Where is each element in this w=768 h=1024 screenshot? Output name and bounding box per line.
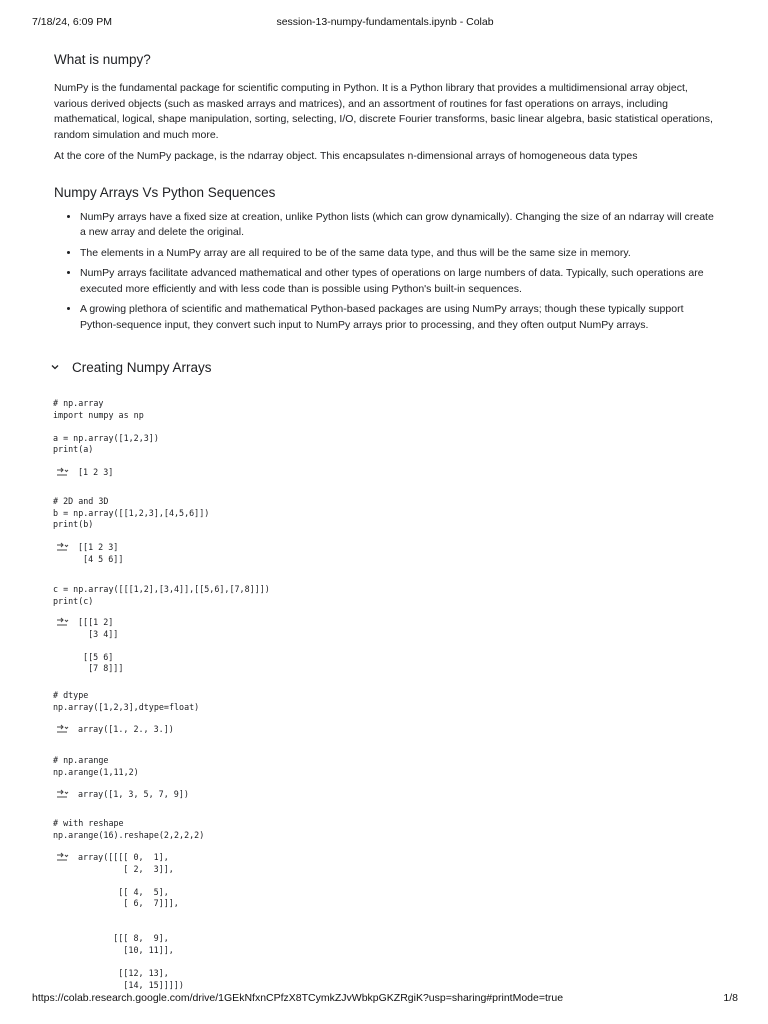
list-item: • A growing plethora of scientific and mathematical Python-based packages are using NumPy arrays; though these typically support Python-sequence input, they convert such input to NumPy arrays prior to processing, and they often output NumPy arrays. <box>80 302 714 333</box>
output-text: array([[[[ 0, 1], [ 2, 3]], [[ 4, 5], [ 6, 7]]], [[[ 8, 9], [10, 11]], [[12, 13], [14, 15]]]]) <box>78 852 184 990</box>
notebook-content <box>54 52 714 338</box>
output-text: array([1, 3, 5, 7, 9]) <box>78 789 189 799</box>
code-source[interactable]: c = np.array([[[1,2],[3,4]],[[5,6],[7,8]]]) print(c) <box>53 584 270 606</box>
code-source[interactable]: # dtype np.array([1,2,3],dtype=float) <box>53 690 200 712</box>
output-toggle-icon[interactable] <box>54 723 70 735</box>
intro-paragraph: NumPy is the fundamental package for scientific computing in Python. It is a Python library that provides a multidimensional array object, various derived objects (such as masked arrays and matrices), and an assortment of routines for fast operations on arrays, including mathematical, logical, shape manipulation, sorting, selecting, I/O, discrete Fourier transforms, basic linear algebra, basic statistical operations, random simulation and much more. <box>54 82 713 141</box>
output-text: [[1 2 3] [4 5 6]] <box>78 542 124 564</box>
section-toggle-creating-arrays[interactable] <box>50 358 212 376</box>
output-toggle-icon[interactable] <box>54 466 70 478</box>
page-url: https://colab.research.google.com/drive/1GEkNfxnCPfzX8TCymkZJvWbkpGKZRgiK?usp=sharing#printMode=true <box>32 992 564 1004</box>
code-cell[interactable] <box>53 496 209 531</box>
cell-output <box>54 789 189 801</box>
list-item: • NumPy arrays have a fixed size at creation, unlike Python lists (which can grow dynamically). Changing the size of an ndarray will create a new array and delete the original. <box>80 210 714 241</box>
output-toggle-icon[interactable] <box>54 541 70 553</box>
section-title: Creating Numpy Arrays <box>72 359 212 375</box>
code-source[interactable]: # np.arange np.arange(1,11,2) <box>53 755 139 777</box>
print-header <box>32 16 738 30</box>
output-toggle-icon[interactable] <box>54 851 70 863</box>
heading-arrays-vs-sequences: Numpy Arrays Vs Python Sequences <box>54 184 276 200</box>
page-number: 1/8 <box>723 992 738 1004</box>
cell-output <box>54 467 113 479</box>
list-item: • The elements in a NumPy array are all required to be of the same data type, and thus will be the same size in memory. <box>80 246 714 262</box>
cell-output <box>54 724 174 736</box>
cell-output <box>54 542 123 565</box>
code-cell[interactable] <box>53 818 204 841</box>
chevron-down-icon[interactable] <box>50 362 60 372</box>
notebook-title: session-13-numpy-fundamentals.ipynb - Colab <box>276 16 494 28</box>
code-source[interactable]: # np.array import numpy as np a = np.array([1,2,3]) print(a) <box>53 398 159 455</box>
heading-what-is-numpy: What is numpy? <box>54 52 151 67</box>
output-toggle-icon[interactable] <box>54 788 70 800</box>
output-toggle-icon[interactable] <box>54 616 70 628</box>
code-cell[interactable] <box>53 755 139 778</box>
print-footer <box>32 992 738 1006</box>
cell-output <box>54 617 123 675</box>
code-cell[interactable] <box>53 690 199 713</box>
code-cell[interactable] <box>53 398 159 456</box>
ndarray-paragraph: At the core of the NumPy package, is the ndarray object. This encapsulates n-dimensional arrays of homogeneous data types <box>54 150 638 162</box>
code-source[interactable]: # 2D and 3D b = np.array([[1,2,3],[4,5,6]]) print(b) <box>53 496 210 530</box>
print-date: 7/18/24, 6:09 PM <box>32 16 112 28</box>
list-item: • NumPy arrays facilitate advanced mathematical and other types of operations on large numbers of data. Typically, such operations are executed more efficiently and with less code than is possible using Python's built-in sequences. <box>80 266 714 297</box>
code-source[interactable]: # with reshape np.arange(16).reshape(2,2,2,2) <box>53 818 205 840</box>
code-cell[interactable] <box>53 584 270 607</box>
comparison-list <box>54 210 714 334</box>
output-text: [1 2 3] <box>78 467 114 477</box>
output-text: array([1., 2., 3.]) <box>78 724 174 734</box>
cell-output <box>54 852 184 991</box>
output-text: [[[1 2] [3 4]] [[5 6] [7 8]]] <box>78 617 124 674</box>
